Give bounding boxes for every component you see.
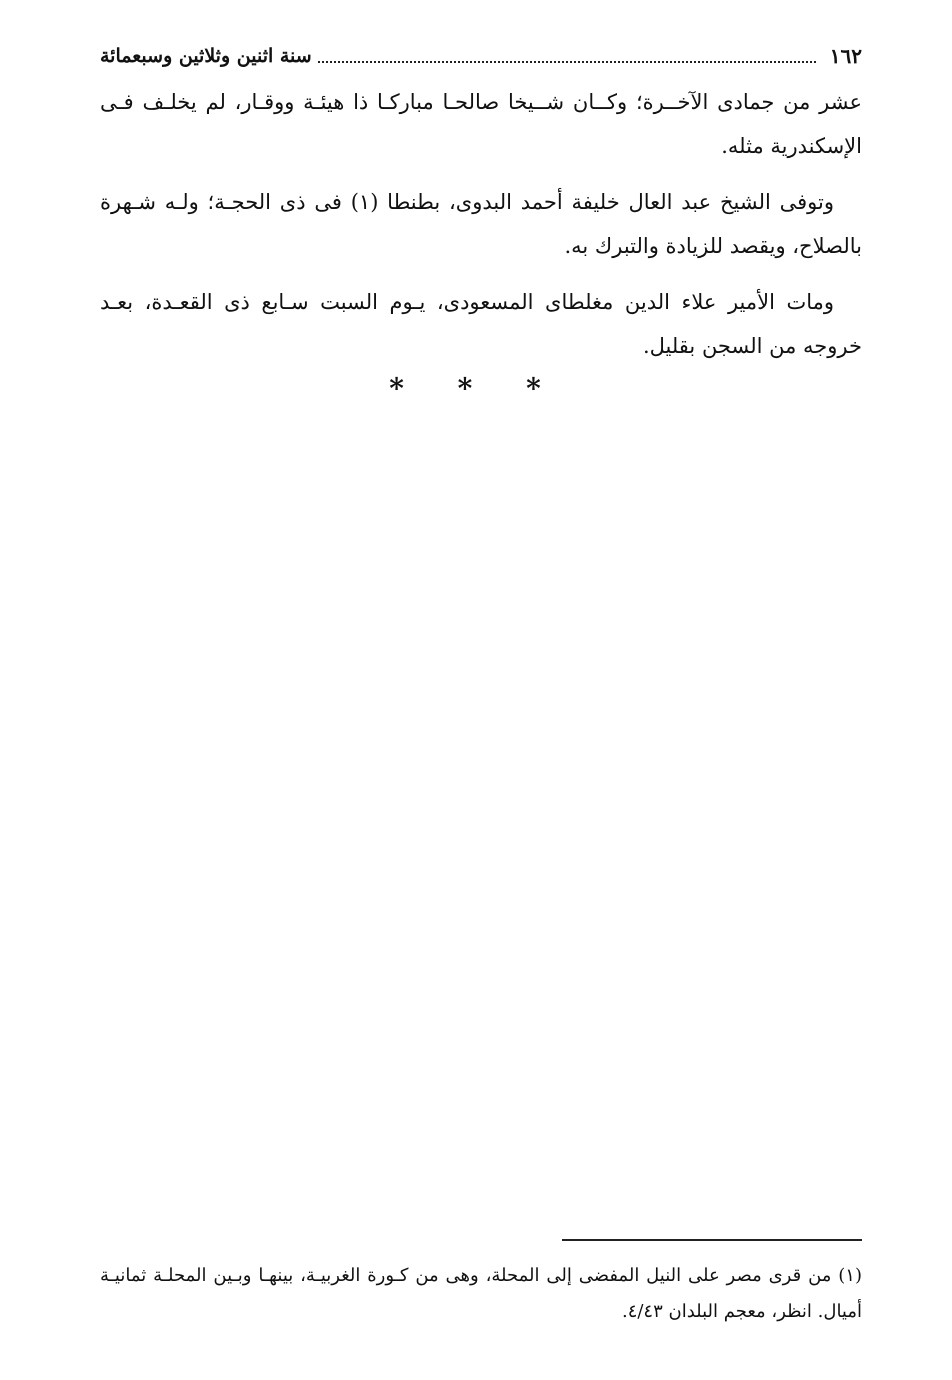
footnote: (١) من قرى مصر على النيل المفضى إلى المحلة، وهى من كـورة الغربيـة، بينهـا وبـين المحلـة ثمانيـة أميال. انظر، معجم البلدان ٤/٤٣. [100,1265,862,1322]
footnote-rule [562,1239,862,1241]
page-number: ١٦٢ [829,44,862,68]
paragraph-1: عشر من جمادى الآخــرة؛ وكــان شــيخا صالحـا مباركـا ذا هيئـة ووقـار، لم يخلـف فـى الإسكندرية مثله. [100,90,862,158]
page-header [100,40,862,72]
main-text [100,80,862,380]
header-dot-leader [318,49,816,63]
paragraph-2: وتوفى الشيخ عبد العال خليفة أحمد البدوى، بطنطا (١) فى ذى الحجـة؛ ولـه شـهرة بالصلاح، ويقصد للزيادة والتبرك به. [100,190,862,258]
paragraph-3: ومات الأمير علاء الدين مغلطاى المسعودى، يـوم السبت سـابع ذى القعـدة، بعـد خروجه من السجن بقليل. [100,290,862,358]
section-separator: * * * [389,372,563,405]
running-title: سنة اثنين وثلاثين وسبعمائة [100,45,312,67]
